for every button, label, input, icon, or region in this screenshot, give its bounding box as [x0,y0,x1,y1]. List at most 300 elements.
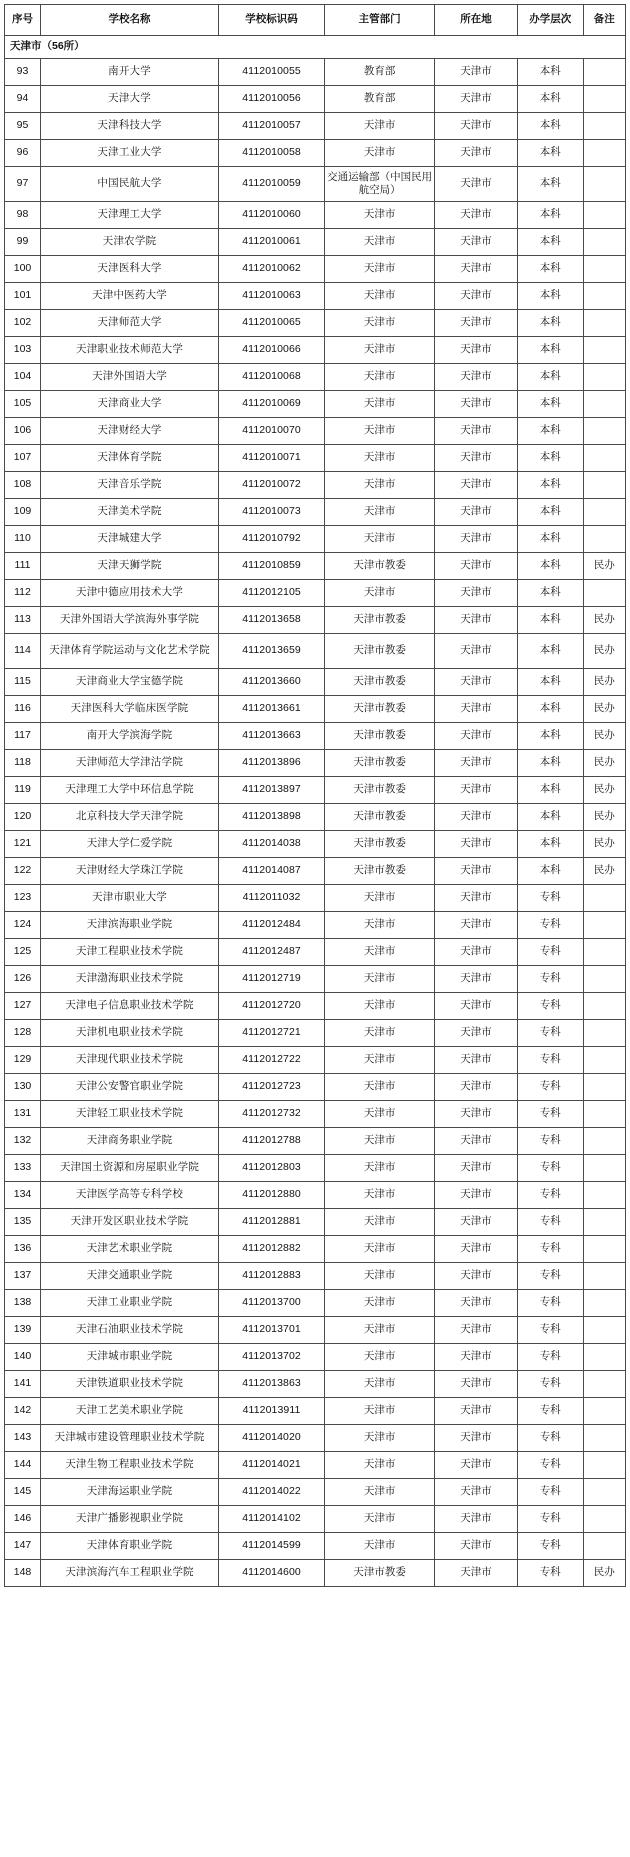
row-school-code: 4112010063 [219,283,325,310]
row-level: 专科 [517,1020,583,1047]
table-row [5,723,626,750]
row-location: 天津市 [435,723,518,750]
row-remark: 民办 [583,858,625,885]
row-level: 专科 [517,1047,583,1074]
table-row [5,1263,626,1290]
row-school-code: 4112012883 [219,1263,325,1290]
table-row [5,140,626,167]
row-school-name: 天津城市职业学院 [41,1344,219,1371]
row-school-name: 天津现代职业技术学院 [41,1047,219,1074]
row-level: 专科 [517,1209,583,1236]
row-school-name: 天津海运职业学院 [41,1479,219,1506]
row-level: 本科 [517,831,583,858]
table-row [5,1209,626,1236]
row-remark [583,1128,625,1155]
row-school-name: 天津城建大学 [41,526,219,553]
row-school-code: 4112014599 [219,1533,325,1560]
table-row [5,912,626,939]
row-school-name: 天津轻工职业技术学院 [41,1101,219,1128]
row-remark [583,885,625,912]
row-remark [583,167,625,202]
row-level: 本科 [517,364,583,391]
row-school-code: 4112012487 [219,939,325,966]
row-authority: 天津市教委 [325,553,435,580]
row-index: 98 [5,202,41,229]
row-school-name: 天津医科大学临床医学院 [41,696,219,723]
row-level: 本科 [517,526,583,553]
row-level: 本科 [517,445,583,472]
row-school-code: 4112014021 [219,1452,325,1479]
row-remark [583,939,625,966]
table-row [5,310,626,337]
row-location: 天津市 [435,1479,518,1506]
row-authority: 天津市教委 [325,607,435,634]
row-school-code: 4112010061 [219,229,325,256]
row-location: 天津市 [435,1560,518,1587]
table-row [5,1425,626,1452]
table-row [5,607,626,634]
table-row [5,418,626,445]
row-location: 天津市 [435,1101,518,1128]
row-index: 118 [5,750,41,777]
row-remark [583,310,625,337]
row-remark [583,472,625,499]
row-location: 天津市 [435,1236,518,1263]
row-remark [583,1479,625,1506]
row-authority: 天津市 [325,1479,435,1506]
row-authority: 天津市 [325,1020,435,1047]
row-remark [583,1047,625,1074]
row-school-name: 天津大学 [41,86,219,113]
row-authority: 天津市 [325,1182,435,1209]
row-remark [583,229,625,256]
row-level: 专科 [517,1506,583,1533]
row-remark: 民办 [583,634,625,669]
row-authority: 天津市 [325,1155,435,1182]
table-row [5,1047,626,1074]
row-index: 130 [5,1074,41,1101]
row-authority: 天津市 [325,939,435,966]
row-location: 天津市 [435,113,518,140]
row-authority: 天津市 [325,1317,435,1344]
row-authority: 教育部 [325,59,435,86]
row-school-name: 天津电子信息职业技术学院 [41,993,219,1020]
row-location: 天津市 [435,1290,518,1317]
row-school-name: 天津工业职业学院 [41,1290,219,1317]
row-school-name: 天津城市建设管理职业技术学院 [41,1425,219,1452]
row-school-code: 4112010055 [219,59,325,86]
row-remark [583,256,625,283]
row-school-name: 天津工程职业技术学院 [41,939,219,966]
row-location: 天津市 [435,1047,518,1074]
row-index: 99 [5,229,41,256]
row-school-name: 天津开发区职业技术学院 [41,1209,219,1236]
row-location: 天津市 [435,418,518,445]
row-school-code: 4112012105 [219,580,325,607]
row-location: 天津市 [435,804,518,831]
row-authority: 天津市 [325,1209,435,1236]
row-level: 专科 [517,885,583,912]
row-index: 101 [5,283,41,310]
row-location: 天津市 [435,310,518,337]
row-school-code: 4112013661 [219,696,325,723]
row-location: 天津市 [435,966,518,993]
row-index: 115 [5,669,41,696]
row-authority: 天津市 [325,1101,435,1128]
row-level: 本科 [517,777,583,804]
row-index: 145 [5,1479,41,1506]
row-school-name: 天津公安警官职业学院 [41,1074,219,1101]
row-level: 专科 [517,1533,583,1560]
row-remark [583,140,625,167]
row-level: 本科 [517,283,583,310]
row-index: 148 [5,1560,41,1587]
row-school-name: 天津交通职业学院 [41,1263,219,1290]
row-authority: 天津市 [325,885,435,912]
row-index: 100 [5,256,41,283]
row-location: 天津市 [435,1344,518,1371]
row-location: 天津市 [435,831,518,858]
row-school-code: 4112014020 [219,1425,325,1452]
row-authority: 天津市 [325,1074,435,1101]
row-remark [583,1236,625,1263]
table-row [5,445,626,472]
row-index: 142 [5,1398,41,1425]
table-row [5,256,626,283]
row-school-code: 4112012732 [219,1101,325,1128]
row-school-name: 天津工业大学 [41,140,219,167]
row-authority: 天津市教委 [325,750,435,777]
row-level: 专科 [517,1317,583,1344]
row-authority: 天津市教委 [325,696,435,723]
row-school-name: 天津科技大学 [41,113,219,140]
row-index: 132 [5,1128,41,1155]
row-remark [583,1290,625,1317]
row-remark: 民办 [583,696,625,723]
row-school-code: 4112010073 [219,499,325,526]
row-authority: 天津市教委 [325,831,435,858]
table-header-row [5,5,626,36]
row-level: 专科 [517,1398,583,1425]
table-row [5,1371,626,1398]
row-school-code: 4112013898 [219,804,325,831]
row-index: 129 [5,1047,41,1074]
row-school-name: 天津美术学院 [41,499,219,526]
column-header-school-code: 学校标识码 [219,5,325,36]
row-authority: 天津市 [325,202,435,229]
row-level: 专科 [517,1371,583,1398]
row-remark [583,993,625,1020]
table-row [5,696,626,723]
row-index: 134 [5,1182,41,1209]
row-level: 专科 [517,1290,583,1317]
row-index: 106 [5,418,41,445]
row-remark: 民办 [583,1560,625,1587]
table-row [5,1344,626,1371]
row-school-name: 天津国土资源和房屋职业学院 [41,1155,219,1182]
row-location: 天津市 [435,526,518,553]
row-index: 123 [5,885,41,912]
row-school-code: 4112013659 [219,634,325,669]
row-remark [583,113,625,140]
row-location: 天津市 [435,391,518,418]
table-row [5,553,626,580]
row-school-code: 4112012803 [219,1155,325,1182]
table-row [5,885,626,912]
row-remark [583,966,625,993]
table-row [5,391,626,418]
row-school-code: 4112012722 [219,1047,325,1074]
row-school-name: 南开大学 [41,59,219,86]
row-authority: 天津市 [325,912,435,939]
column-header-location: 所在地 [435,5,518,36]
table-row [5,1317,626,1344]
row-school-name: 天津师范大学 [41,310,219,337]
row-index: 146 [5,1506,41,1533]
row-school-name: 天津石油职业技术学院 [41,1317,219,1344]
row-remark [583,526,625,553]
row-authority: 天津市 [325,1371,435,1398]
row-level: 本科 [517,113,583,140]
row-authority: 天津市 [325,1506,435,1533]
table-body [5,36,626,1587]
row-school-code: 4112010071 [219,445,325,472]
row-location: 天津市 [435,634,518,669]
row-authority: 天津市 [325,1452,435,1479]
row-school-name: 天津艺术职业学院 [41,1236,219,1263]
row-location: 天津市 [435,750,518,777]
row-school-code: 4112010058 [219,140,325,167]
row-authority: 天津市 [325,229,435,256]
row-school-name: 天津职业技术师范大学 [41,337,219,364]
row-remark [583,59,625,86]
row-index: 97 [5,167,41,202]
row-level: 本科 [517,607,583,634]
row-location: 天津市 [435,1533,518,1560]
table-row [5,1236,626,1263]
row-level: 本科 [517,229,583,256]
table-row [5,1479,626,1506]
row-index: 143 [5,1425,41,1452]
row-school-name: 天津铁道职业技术学院 [41,1371,219,1398]
row-school-name: 天津机电职业技术学院 [41,1020,219,1047]
row-index: 147 [5,1533,41,1560]
row-level: 本科 [517,750,583,777]
row-school-code: 4112013660 [219,669,325,696]
row-index: 104 [5,364,41,391]
row-school-name: 天津农学院 [41,229,219,256]
row-school-name: 天津外国语大学 [41,364,219,391]
column-header-authority: 主管部门 [325,5,435,36]
row-index: 96 [5,140,41,167]
row-remark: 民办 [583,831,625,858]
row-remark [583,1182,625,1209]
row-school-code: 4112012880 [219,1182,325,1209]
row-school-code: 4112013897 [219,777,325,804]
row-location: 天津市 [435,912,518,939]
table-row [5,167,626,202]
row-school-code: 4112013911 [219,1398,325,1425]
row-location: 天津市 [435,777,518,804]
row-school-code: 4112013863 [219,1371,325,1398]
row-level: 本科 [517,553,583,580]
row-index: 108 [5,472,41,499]
row-index: 111 [5,553,41,580]
row-index: 137 [5,1263,41,1290]
row-index: 138 [5,1290,41,1317]
row-level: 本科 [517,418,583,445]
row-school-name: 天津体育学院 [41,445,219,472]
row-index: 102 [5,310,41,337]
row-index: 125 [5,939,41,966]
row-remark [583,418,625,445]
table-row [5,472,626,499]
row-school-code: 4112010066 [219,337,325,364]
table-row [5,337,626,364]
table-row [5,1290,626,1317]
column-header-school-name: 学校名称 [41,5,219,36]
row-location: 天津市 [435,364,518,391]
row-remark [583,1263,625,1290]
row-school-code: 4112012882 [219,1236,325,1263]
row-remark: 民办 [583,607,625,634]
row-location: 天津市 [435,1209,518,1236]
row-school-name: 天津商务职业学院 [41,1128,219,1155]
table-row [5,1128,626,1155]
row-level: 本科 [517,86,583,113]
row-level: 本科 [517,310,583,337]
row-authority: 天津市 [325,391,435,418]
row-location: 天津市 [435,499,518,526]
row-authority: 天津市 [325,1263,435,1290]
row-authority: 天津市 [325,256,435,283]
row-index: 141 [5,1371,41,1398]
row-school-name: 天津医学高等专科学校 [41,1182,219,1209]
table-row [5,59,626,86]
row-location: 天津市 [435,59,518,86]
column-header-level: 办学层次 [517,5,583,36]
row-school-code: 4112010056 [219,86,325,113]
row-level: 专科 [517,1182,583,1209]
row-authority: 教育部 [325,86,435,113]
row-level: 本科 [517,337,583,364]
row-remark [583,912,625,939]
row-level: 本科 [517,202,583,229]
row-school-name: 天津理工大学 [41,202,219,229]
row-school-name: 天津财经大学 [41,418,219,445]
row-school-name: 南开大学滨海学院 [41,723,219,750]
table-row [5,1398,626,1425]
row-location: 天津市 [435,1398,518,1425]
section-title-row [5,36,626,59]
row-school-code: 4112014087 [219,858,325,885]
row-level: 专科 [517,1452,583,1479]
row-remark: 民办 [583,669,625,696]
row-authority: 天津市 [325,310,435,337]
row-remark [583,1344,625,1371]
row-school-code: 4112010792 [219,526,325,553]
row-level: 专科 [517,1236,583,1263]
row-remark [583,391,625,418]
row-school-code: 4112014102 [219,1506,325,1533]
row-remark: 民办 [583,750,625,777]
row-school-name: 天津体育职业学院 [41,1533,219,1560]
row-remark [583,364,625,391]
row-level: 专科 [517,939,583,966]
row-remark [583,1533,625,1560]
row-index: 105 [5,391,41,418]
row-location: 天津市 [435,696,518,723]
row-remark [583,1398,625,1425]
row-level: 本科 [517,499,583,526]
row-school-name: 天津滨海职业学院 [41,912,219,939]
row-level: 专科 [517,966,583,993]
row-school-code: 4112010065 [219,310,325,337]
row-remark [583,86,625,113]
row-authority: 天津市教委 [325,669,435,696]
row-index: 93 [5,59,41,86]
row-location: 天津市 [435,858,518,885]
row-level: 本科 [517,391,583,418]
row-index: 103 [5,337,41,364]
row-school-code: 4112012484 [219,912,325,939]
row-school-code: 4112010062 [219,256,325,283]
row-index: 124 [5,912,41,939]
row-school-name: 中国民航大学 [41,167,219,202]
row-authority: 天津市 [325,1398,435,1425]
row-school-name: 天津医科大学 [41,256,219,283]
row-school-name: 天津天狮学院 [41,553,219,580]
row-school-code: 4112012719 [219,966,325,993]
row-authority: 天津市教委 [325,777,435,804]
row-authority: 天津市教委 [325,634,435,669]
row-location: 天津市 [435,1128,518,1155]
row-remark: 民办 [583,723,625,750]
row-school-code: 4112010859 [219,553,325,580]
table-row [5,1074,626,1101]
row-authority: 天津市 [325,445,435,472]
row-authority: 天津市 [325,1047,435,1074]
row-school-name: 天津生物工程职业技术学院 [41,1452,219,1479]
row-location: 天津市 [435,553,518,580]
row-index: 113 [5,607,41,634]
row-school-code: 4112013701 [219,1317,325,1344]
row-location: 天津市 [435,1452,518,1479]
row-school-name: 北京科技大学天津学院 [41,804,219,831]
row-location: 天津市 [435,669,518,696]
row-level: 本科 [517,804,583,831]
row-school-code: 4112012720 [219,993,325,1020]
row-location: 天津市 [435,993,518,1020]
row-school-code: 4112010057 [219,113,325,140]
row-school-code: 4112014600 [219,1560,325,1587]
row-index: 136 [5,1236,41,1263]
row-authority: 天津市 [325,1344,435,1371]
table-header [5,5,626,36]
row-school-name: 天津财经大学珠江学院 [41,858,219,885]
row-authority: 天津市 [325,113,435,140]
table-row [5,526,626,553]
row-index: 127 [5,993,41,1020]
row-level: 专科 [517,1344,583,1371]
row-location: 天津市 [435,229,518,256]
row-location: 天津市 [435,885,518,912]
row-school-code: 4112013658 [219,607,325,634]
row-school-name: 天津外国语大学滨海外事学院 [41,607,219,634]
row-school-name: 天津商业大学 [41,391,219,418]
row-index: 116 [5,696,41,723]
row-authority: 天津市 [325,283,435,310]
